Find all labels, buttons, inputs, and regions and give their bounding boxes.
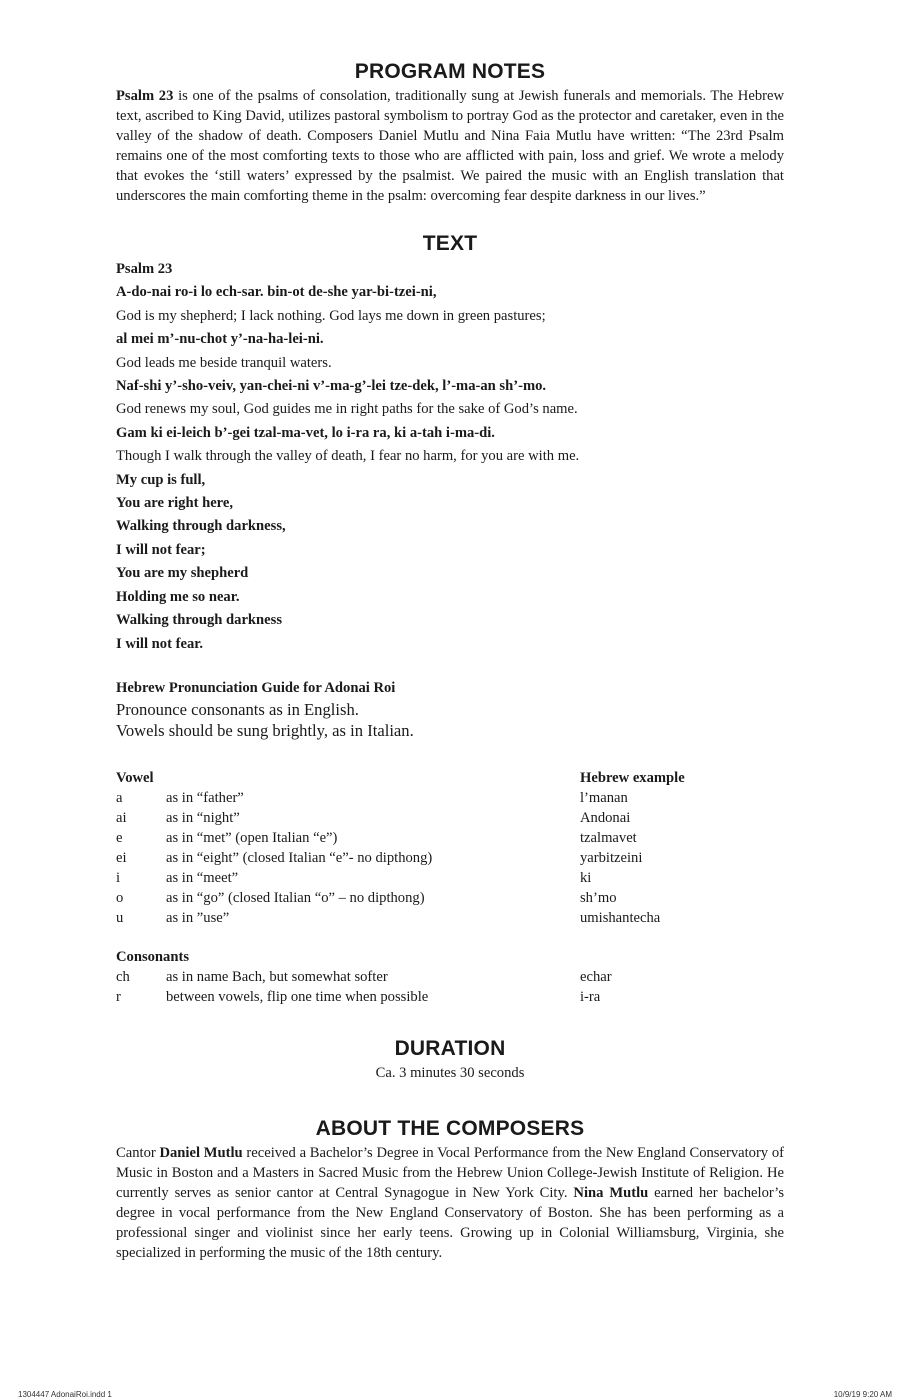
pronunciation-line-2: Vowels should be sung brightly, as in Italian. — [116, 721, 414, 741]
composers-text-1: Cantor — [116, 1144, 160, 1161]
vowel-row — [116, 908, 784, 928]
consonant-example: echar — [580, 968, 612, 985]
text-line: A-do-nai ro-i lo ech-sar. bin-ot de-she yar-bi-tzei-ni, — [116, 284, 437, 301]
vowel-row — [116, 828, 784, 848]
vowel-row — [116, 868, 784, 888]
vowel-desc: as in “night” — [166, 809, 240, 826]
text-line: Naf-shi y’-sho-veiv, yan-chei-ni v’-ma-g’-lei tze-dek, l’-ma-an sh’-mo. — [116, 378, 547, 395]
text-line: God renews my soul, God guides me in right paths for the sake of God’s name. — [116, 401, 578, 418]
text-line: You are right here, — [116, 495, 234, 512]
program-notes-body: is one of the psalms of consolation, traditionally sung at Jewish funerals and memorials. The Hebrew text, ascribed to King David, utilizes pastoral symbolism to portray God as the protector and caretaker, even in the valley of the shadow of death. Composers Daniel Mutlu and Nina Faia Mutlu have written: “The 23rd Psalm remains one of the most comforting texts to those who are afflicted with pain, loss and grief. We wrote a melody that evokes the ‘still waters’ expressed by the psalmist. We paired the music with an English translation that underscores the main comforting theme in the psalm: overcoming fear despite darkness in our lives.” — [116, 88, 784, 204]
composers-text-2: received a Bachelor’s Degree in Vocal Performance from the New England Conservatory of Music in Boston and a Masters in Sacred Music from the Hebrew Union College-Jewish Institute of Religion. He currently serves as senior cantor at Central Synagogue in New York City. — [116, 1144, 784, 1201]
text-line: You are my shepherd — [116, 565, 249, 582]
consonant-table-header — [116, 947, 784, 967]
consonant-desc: as in name Bach, but somewhat softer — [166, 968, 388, 985]
vowel-letter: ai — [116, 809, 127, 826]
vowel-row — [116, 888, 784, 908]
vowel-example: sh’mo — [580, 889, 617, 906]
consonants-header: Consonants — [116, 948, 189, 965]
vowel-letter: e — [116, 829, 123, 846]
composers-heading: ABOUT THE COMPOSERS — [315, 1116, 585, 1140]
vowel-example: l’manan — [580, 789, 628, 806]
text-line: Gam ki ei-leich b’-gei tzal-ma-vet, lo i-ra ra, ki a-tah i-ma-di. — [116, 424, 495, 441]
program-notes-paragraph — [116, 86, 784, 206]
text-line: Psalm 23 — [116, 261, 173, 277]
vowel-letter: o — [116, 889, 124, 906]
consonant-letter: ch — [116, 968, 130, 985]
text-line: God leads me beside tranquil waters. — [116, 354, 332, 371]
footer-timestamp: 10/9/19 9:20 AM — [833, 1390, 892, 1399]
vowel-row — [116, 808, 784, 828]
footer-file-info: 1304447 AdonaiRoi.indd 1 — [18, 1390, 112, 1399]
consonant-row — [116, 967, 784, 987]
vowel-example: tzalmavet — [580, 829, 637, 846]
vowel-example: ki — [580, 869, 592, 886]
pronunciation-guide-title: Hebrew Pronunciation Guide for Adonai Roi — [116, 679, 396, 696]
text-line: Walking through darkness — [116, 612, 282, 629]
vowel-table-header — [116, 768, 784, 788]
about-composers — [116, 1143, 784, 1263]
text-line: Walking through darkness, — [116, 518, 286, 535]
text-heading: TEXT — [422, 232, 478, 255]
vowel-desc: as in “go” (closed Italian “o” – no dipthong) — [166, 889, 425, 906]
program-notes — [116, 86, 784, 206]
text-line: My cup is full, — [116, 471, 206, 488]
vowel-desc: as in “met” (open Italian “e”) — [166, 829, 338, 846]
vowel-example: Andonai — [580, 809, 631, 826]
composer-name-nina: Nina Mutlu — [573, 1184, 649, 1201]
vowel-desc: as in ”use” — [166, 909, 230, 926]
page-content — [116, 60, 784, 1263]
text-line: I will not fear; — [116, 541, 206, 558]
composers-paragraph — [116, 1143, 784, 1263]
vowel-letter: i — [116, 869, 121, 886]
vowel-letter: a — [116, 789, 123, 806]
text-line: God is my shepherd; I lack nothing. God lays me down in green pastures; — [116, 307, 546, 324]
vowel-desc: as in “eight” (closed Italian “e”- no dipthong) — [166, 849, 433, 866]
program-notes-heading: PROGRAM NOTES — [354, 60, 546, 83]
vowel-row — [116, 788, 784, 808]
vowel-header: Vowel — [116, 769, 154, 786]
composer-name-daniel: Daniel Mutlu — [159, 1144, 243, 1161]
duration-value: Ca. 3 minutes 30 seconds — [375, 1064, 525, 1081]
vowel-example: umishantecha — [580, 909, 661, 926]
vowel-desc: as in “meet” — [166, 869, 239, 886]
consonant-desc: between vowels, flip one time when possible — [166, 988, 429, 1005]
text-line: Though I walk through the valley of death, I fear no harm, for you are with me. — [116, 448, 580, 465]
vowel-letter: ei — [116, 849, 127, 866]
consonant-example: i-ra — [580, 988, 601, 1005]
hebrew-example-header: Hebrew example — [580, 769, 685, 786]
vowel-desc: as in “father” — [166, 789, 244, 806]
consonant-letter: r — [116, 988, 121, 1005]
vowel-row — [116, 848, 784, 868]
vowel-letter: u — [116, 909, 124, 926]
consonant-table — [116, 947, 784, 1007]
text-lines — [116, 258, 784, 656]
consonant-row — [116, 987, 784, 1007]
vowel-example: yarbitzeini — [580, 849, 643, 866]
pronunciation-line-1: Pronounce consonants as in English. — [116, 699, 359, 719]
duration-heading: DURATION — [394, 1036, 506, 1060]
text-line: Holding me so near. — [116, 588, 240, 605]
text-line: al mei m’-nu-chot y’-na-ha-lei-ni. — [116, 331, 324, 348]
vowel-table — [116, 768, 784, 928]
psalm-title-bold: Psalm 23 — [116, 88, 174, 104]
text-line: I will not fear. — [116, 635, 204, 652]
composers-text-3: earned her bachelor’s degree in vocal performance from the New England Conservatory of Boston. She has been performing as a professional singer and violinist since her early teens. Growing up in Colonial Williamsburg, Virginia, she specialized in performing the music of the 18th century. — [116, 1184, 785, 1261]
